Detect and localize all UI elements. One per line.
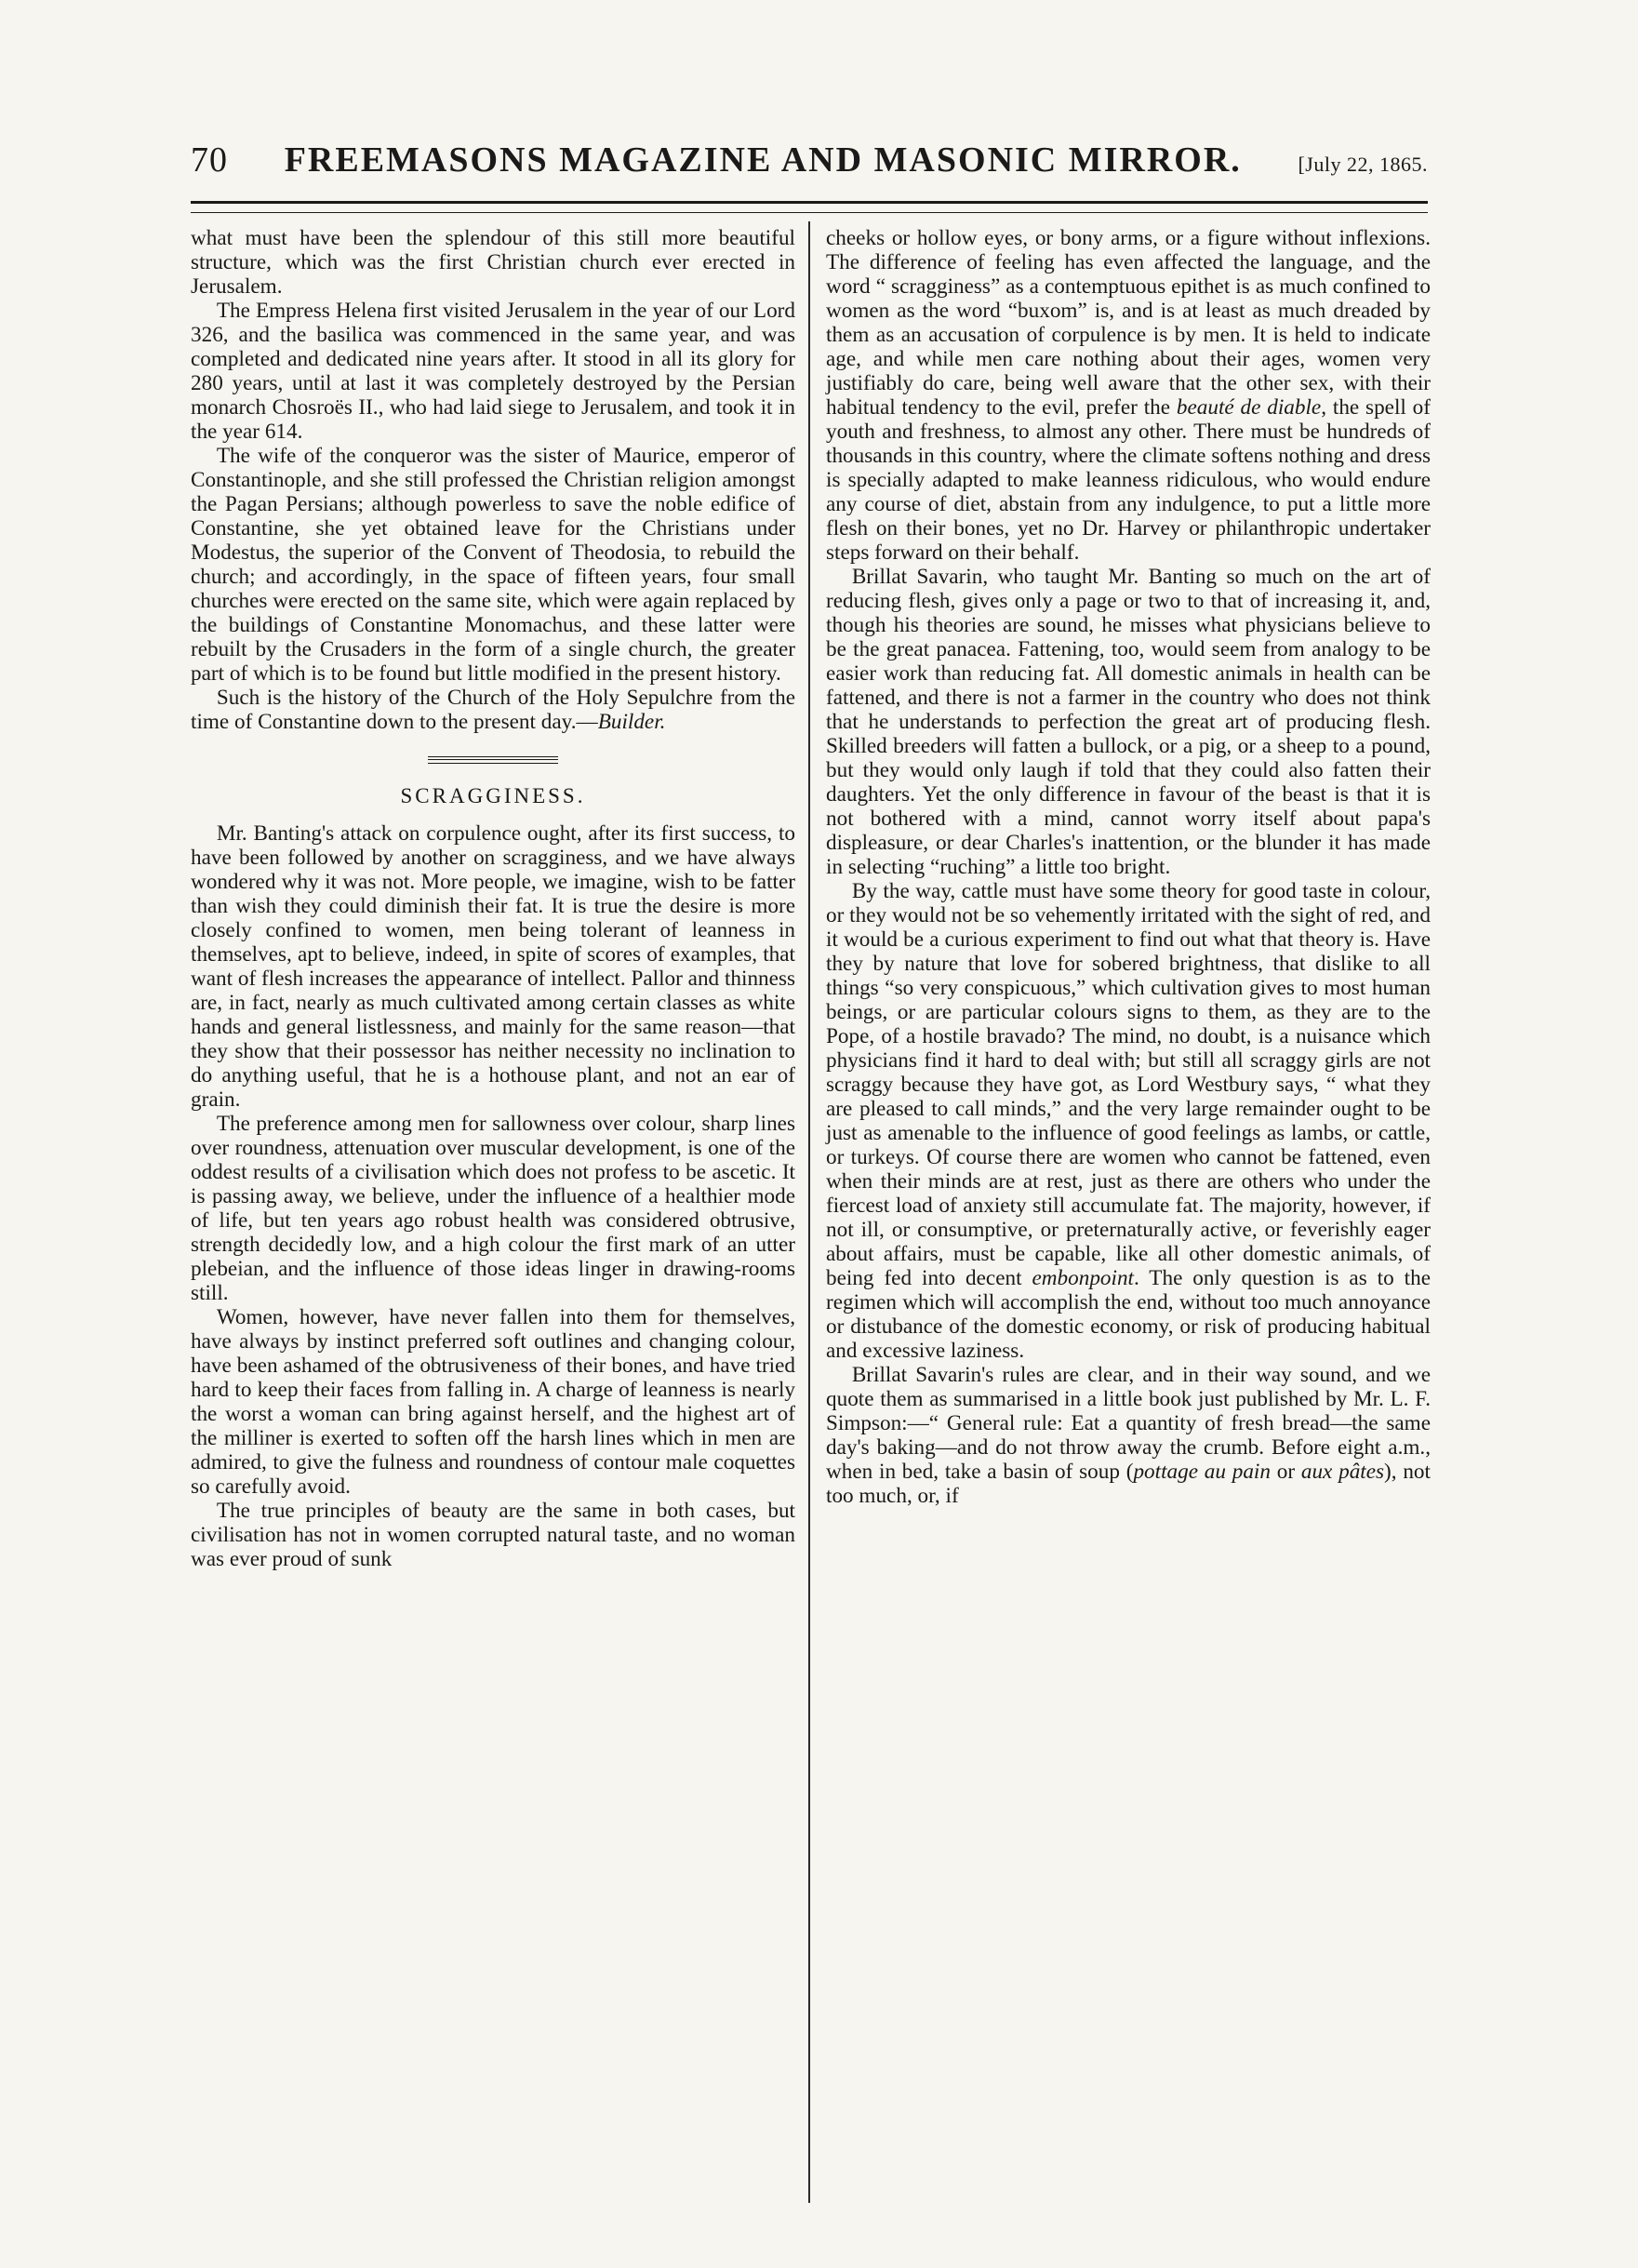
paragraph (826, 879, 1431, 1363)
paragraph: Mr. Banting's attack on corpulence ought, after its first success, to have been followed by another on scragginess, and we have always wondered why it was not. More people, we imagine, wish to be fatter than wish they could diminish their fat. It is true the desire is more closely confined to women, men being tolerant of leanness in themselves, apt to believe, indeed, in spite of scores of examples, that want of flesh increases the appearance of intellect. Pallor and thinness are, in fact, nearly as much cultivated among certain classes as white hands and general listlessness, and mainly for the same reason—that they show that their possessor has neither necessity no inclination to do anything useful, that he is a hothouse plant, and not an ear of grain. (191, 821, 795, 1112)
page-number: 70 (191, 140, 228, 180)
italic-phrase: aux pâtes (1300, 1460, 1385, 1484)
paragraph: The true principles of beauty are the same in both cases, but civilisation has not in women corrupted natural taste, and no woman was ever proud of sunk (191, 1499, 795, 1571)
paragraph: Women, however, have never fallen into them for themselves, have always by instinct preferred soft outlines and changing colour, have been ashamed of the obtrusiveness of their bones, and have tried hard to keep their faces from falling in. A charge of leanness is nearly the worst a woman can bring against herself, and the highest art of the milliner is exerted to soften off the harsh lines which in men are admired, to give the fulness and roundness of contour male coquettes so carefully avoid. (191, 1305, 795, 1499)
page-header (191, 140, 1428, 195)
paragraph: The preference among men for sallowness over colour, sharp lines over roundness, attenuation over muscular development, is one of the oddest results of a civilisation which does not profess to be ascetic. It is passing away, we believe, under the influence of a healthier mode of life, but ten years ago robust health was considered obtrusive, strength decidedly low, and a high colour the first mark of an utter plebeian, and the influence of those ideas linger in drawing-rooms still. (191, 1112, 795, 1305)
italic-phrase: beauté de diable (1176, 395, 1322, 420)
paragraph (826, 226, 1431, 565)
paragraph (191, 686, 795, 734)
section-separator (428, 756, 558, 764)
masthead-title: FREEMASONS MAGAZINE AND MASONIC MIRROR. (284, 140, 1242, 180)
paragraph-text: cheeks or hollow eyes, or bony arms, or a figure without inflexions. The difference of feeling has even affected the language, and the word “ scragginess” as a contemptuous epithet is as much confined to women as the word “buxom” is, and is at least as much dreaded by them as an accusation of corpulence is by men. It is held to indicate age, and while men care nothing about their ages, women very justifiably do care, being well aware that the other sex, with their habitual tendency to the evil, prefer the (826, 226, 1431, 420)
section-title: SCRAGGINESS. (400, 784, 586, 807)
paragraph-text: Brillat Savarin's rules are clear, and in their way sound, and we quote them as summarised in a little book just published by Mr. L. F. Simpson:—“ General rule: Eat a quantity of fresh bread—the same day's baking—and do not throw away the crumb. Before eight a.m., when in bed, take a basin of soup ( (826, 1363, 1431, 1484)
italic-phrase: pottage au pain (1133, 1460, 1271, 1484)
right-column (826, 226, 1431, 1508)
paragraph: what must have been the splendour of this still more beautiful structure, which was the first Christian church ever erected in Jerusalem. (191, 226, 795, 299)
paragraph: Brillat Savarin, who taught Mr. Banting so much on the art of reducing flesh, gives only a page or two to that of increasing it, and, though his theories are sound, he misses what physicians believe to be the great panacea. Fattening, too, would seem from analogy to be easier work than reducing fat. All domestic animals in health can be fattened, and there is not a farmer in the country who does not think that he understands to perfection the great art of producing flesh. Skilled breeders will fatten a bullock, or a pig, or a sheep to a pound, but they would only laugh if told that they could also fatten their daughters. Yet the only difference in favour of the beast is that it is not bothered with a mind, cannot worry itself about papa's displeasure, or dear Charles's inattention, or the blunder it has made in selecting “ruching” a little too bright. (826, 565, 1431, 879)
header-rule (191, 201, 1428, 213)
paragraph (826, 1363, 1431, 1508)
column-divider (808, 221, 810, 2203)
paragraph-text: . The only question is as to the regimen which will accomplish the end, without too much annoyance or distubance of the domestic economy, or risk of producing habitual and excessive laziness. (826, 1266, 1431, 1363)
issue-date: [July 22, 1865. (1298, 153, 1428, 176)
paragraph: The Empress Helena first visited Jerusalem in the year of our Lord 326, and the basilica was commenced in the same year, and was completed and dedicated nine years after. It stood in all its glory for 280 years, until at last it was completely destroyed by the Persian monarch Chosroës II., who had laid siege to Jerusalem, and took it in the year 614. (191, 299, 795, 444)
paragraph-text: By the way, cattle must have some theory for good taste in colour, or they would not be so vehemently irritated with the sight of red, and it would be a curious experiment to find out what that theory is. Have they by nature that love for sobered brightness, that dislike to all things “so very conspicuous,” which cultivation gives to most human beings, or are particular colours signs to them, as they are to the Pope, of a hostile bravado? The mind, no doubt, is a nuisance which physicians find it hard to deal with; but still all scraggy girls are not scraggy because they have got, as Lord Westbury says, “ what they are pleased to call minds,” and the very large remainder ought to be just as amenable to the influence of good feelings as lambs, or cattle, or turkeys. Of course there are women who cannot be fattened, even when their minds are at rest, just as there are others who under the fiercest load of anxiety still accumulate fat. The majority, however, if not ill, or consumptive, or preternaturally active, or feverishly eager about affairs, must be capable, like all other domestic animals, of being fed into decent (826, 879, 1431, 1290)
paragraph: The wife of the conqueror was the sister of Maurice, emperor of Constantinople, and she still professed the Christian religion amongst the Pagan Persians; although powerless to save the noble edifice of Constantine, she yet obtained leave for the Christians under Modestus, the superior of the Convent of Theodosia, to rebuild the church; and accordingly, in the space of fifteen years, four small churches were erected on the same site, which were again replaced by the buildings of Constantine Monomachus, and these latter were rebuilt by the Crusaders in the form of a single church, the greater part of which is to be found but little modified in the present history. (191, 444, 795, 686)
source-credit: Builder. (597, 710, 666, 734)
paragraph-text: , the spell of youth and freshness, to almost any other. There must be hundreds of thousands in this country, where the climate softens nothing and dress is specially adapted to make leanness ridiculous, who would endure any course of diet, abstain from any indulgence, to put a little more flesh on their bones, yet no Dr. Harvey or philanthropic undertaker steps forward on their behalf. (826, 395, 1431, 565)
paragraph-text: ), not too much, or, if (826, 1460, 1431, 1508)
italic-phrase: embonpoint (1032, 1266, 1134, 1290)
paragraph-text: Such is the history of the Church of the Holy Sepulchre from the time of Constantine down to the present day.— (191, 686, 795, 734)
paragraph-text: or (1270, 1460, 1301, 1484)
left-column (191, 226, 795, 1571)
